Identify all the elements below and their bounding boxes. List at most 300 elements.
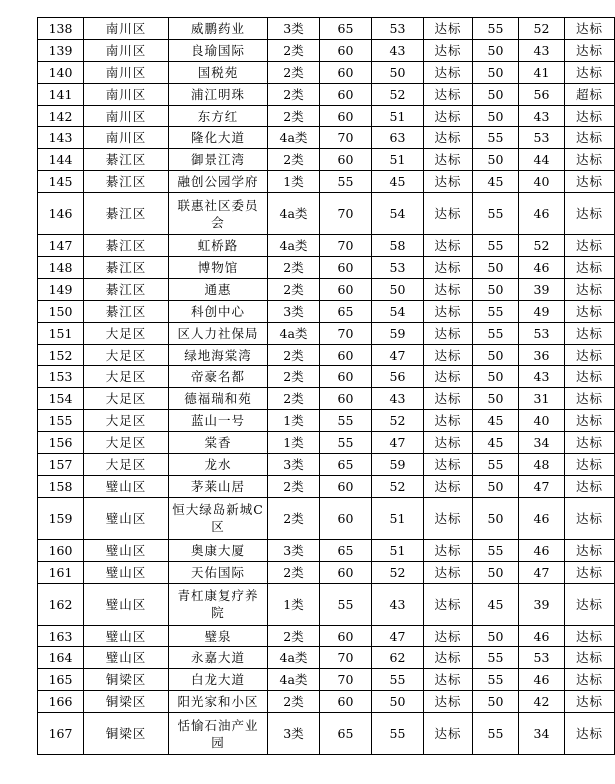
table-row xyxy=(38,257,615,279)
night-value-cell: 34 xyxy=(519,432,565,454)
day-limit-cell: 70 xyxy=(320,669,372,691)
row-number-cell: 149 xyxy=(38,278,84,300)
table-row xyxy=(38,625,615,647)
night-value-cell: 43 xyxy=(519,39,565,61)
table-row xyxy=(38,388,615,410)
district-cell: 大足区 xyxy=(84,432,169,454)
zone-class-cell: 4a类 xyxy=(268,647,320,669)
day-result-cell: 达标 xyxy=(424,235,473,257)
day-result-cell: 达标 xyxy=(424,344,473,366)
day-value-cell: 50 xyxy=(372,61,424,83)
night-limit-cell: 45 xyxy=(473,171,519,193)
night-value-cell: 47 xyxy=(519,475,565,497)
day-limit-cell: 70 xyxy=(320,322,372,344)
district-cell: 南川区 xyxy=(84,18,169,40)
row-number-cell: 165 xyxy=(38,669,84,691)
site-name-cell: 浦江明珠 xyxy=(169,83,268,105)
table-row xyxy=(38,497,615,539)
night-result-cell: 超标 xyxy=(565,83,615,105)
night-limit-cell: 50 xyxy=(473,83,519,105)
night-value-cell: 44 xyxy=(519,149,565,171)
day-limit-cell: 70 xyxy=(320,127,372,149)
site-name-cell: 青杠康复疗养院 xyxy=(169,583,268,625)
day-value-cell: 43 xyxy=(372,583,424,625)
day-result-cell: 达标 xyxy=(424,561,473,583)
table-row xyxy=(38,193,615,235)
row-number-cell: 161 xyxy=(38,561,84,583)
night-value-cell: 46 xyxy=(519,257,565,279)
day-result-cell: 达标 xyxy=(424,18,473,40)
table-row xyxy=(38,669,615,691)
zone-class-cell: 2类 xyxy=(268,105,320,127)
zone-class-cell: 2类 xyxy=(268,366,320,388)
table-row xyxy=(38,691,615,713)
table-row xyxy=(38,539,615,561)
night-limit-cell: 50 xyxy=(473,366,519,388)
site-name-cell: 帝豪名都 xyxy=(169,366,268,388)
night-value-cell: 46 xyxy=(519,625,565,647)
site-name-cell: 绿地海棠湾 xyxy=(169,344,268,366)
day-limit-cell: 60 xyxy=(320,61,372,83)
day-result-cell: 达标 xyxy=(424,257,473,279)
row-number-cell: 140 xyxy=(38,61,84,83)
district-cell: 南川区 xyxy=(84,83,169,105)
site-name-cell: 奥康大厦 xyxy=(169,539,268,561)
night-value-cell: 40 xyxy=(519,410,565,432)
day-limit-cell: 60 xyxy=(320,388,372,410)
night-result-cell: 达标 xyxy=(565,454,615,476)
zone-class-cell: 4a类 xyxy=(268,127,320,149)
night-limit-cell: 55 xyxy=(473,193,519,235)
table-row xyxy=(38,322,615,344)
day-limit-cell: 70 xyxy=(320,235,372,257)
day-result-cell: 达标 xyxy=(424,410,473,432)
night-limit-cell: 55 xyxy=(473,669,519,691)
site-name-cell: 棠香 xyxy=(169,432,268,454)
site-name-cell: 国税苑 xyxy=(169,61,268,83)
site-name-cell: 联惠社区委员会 xyxy=(169,193,268,235)
district-cell: 大足区 xyxy=(84,344,169,366)
zone-class-cell: 4a类 xyxy=(268,322,320,344)
district-cell: 綦江区 xyxy=(84,235,169,257)
night-limit-cell: 45 xyxy=(473,583,519,625)
day-result-cell: 达标 xyxy=(424,171,473,193)
day-result-cell: 达标 xyxy=(424,61,473,83)
district-cell: 南川区 xyxy=(84,127,169,149)
row-number-cell: 157 xyxy=(38,454,84,476)
district-cell: 南川区 xyxy=(84,61,169,83)
zone-class-cell: 2类 xyxy=(268,625,320,647)
day-limit-cell: 60 xyxy=(320,344,372,366)
day-value-cell: 51 xyxy=(372,149,424,171)
row-number-cell: 163 xyxy=(38,625,84,647)
site-name-cell: 蓝山一号 xyxy=(169,410,268,432)
day-limit-cell: 60 xyxy=(320,691,372,713)
zone-class-cell: 2类 xyxy=(268,388,320,410)
day-result-cell: 达标 xyxy=(424,497,473,539)
night-limit-cell: 55 xyxy=(473,322,519,344)
night-value-cell: 46 xyxy=(519,669,565,691)
day-result-cell: 达标 xyxy=(424,647,473,669)
night-result-cell: 达标 xyxy=(565,278,615,300)
zone-class-cell: 2类 xyxy=(268,497,320,539)
day-limit-cell: 60 xyxy=(320,278,372,300)
day-limit-cell: 60 xyxy=(320,625,372,647)
row-number-cell: 139 xyxy=(38,39,84,61)
day-limit-cell: 60 xyxy=(320,149,372,171)
day-result-cell: 达标 xyxy=(424,366,473,388)
table-row xyxy=(38,561,615,583)
night-value-cell: 53 xyxy=(519,647,565,669)
night-limit-cell: 50 xyxy=(473,278,519,300)
day-value-cell: 47 xyxy=(372,344,424,366)
zone-class-cell: 2类 xyxy=(268,149,320,171)
day-result-cell: 达标 xyxy=(424,713,473,755)
night-value-cell: 41 xyxy=(519,61,565,83)
day-limit-cell: 60 xyxy=(320,366,372,388)
day-result-cell: 达标 xyxy=(424,39,473,61)
district-cell: 铜梁区 xyxy=(84,713,169,755)
day-value-cell: 51 xyxy=(372,497,424,539)
day-result-cell: 达标 xyxy=(424,83,473,105)
district-cell: 璧山区 xyxy=(84,625,169,647)
noise-monitoring-table xyxy=(37,17,615,755)
day-value-cell: 59 xyxy=(372,322,424,344)
site-name-cell: 德福瑞和苑 xyxy=(169,388,268,410)
site-name-cell: 隆化大道 xyxy=(169,127,268,149)
row-number-cell: 150 xyxy=(38,300,84,322)
zone-class-cell: 2类 xyxy=(268,39,320,61)
night-result-cell: 达标 xyxy=(565,497,615,539)
day-value-cell: 51 xyxy=(372,539,424,561)
row-number-cell: 146 xyxy=(38,193,84,235)
table-row xyxy=(38,344,615,366)
district-cell: 大足区 xyxy=(84,410,169,432)
day-value-cell: 62 xyxy=(372,647,424,669)
night-value-cell: 52 xyxy=(519,18,565,40)
district-cell: 铜梁区 xyxy=(84,669,169,691)
day-value-cell: 53 xyxy=(372,257,424,279)
row-number-cell: 155 xyxy=(38,410,84,432)
row-number-cell: 153 xyxy=(38,366,84,388)
night-limit-cell: 50 xyxy=(473,475,519,497)
zone-class-cell: 4a类 xyxy=(268,193,320,235)
day-limit-cell: 60 xyxy=(320,257,372,279)
row-number-cell: 158 xyxy=(38,475,84,497)
district-cell: 璧山区 xyxy=(84,539,169,561)
night-result-cell: 达标 xyxy=(565,344,615,366)
day-value-cell: 59 xyxy=(372,454,424,476)
zone-class-cell: 2类 xyxy=(268,561,320,583)
zone-class-cell: 3类 xyxy=(268,300,320,322)
day-value-cell: 43 xyxy=(372,39,424,61)
site-name-cell: 博物馆 xyxy=(169,257,268,279)
district-cell: 璧山区 xyxy=(84,647,169,669)
row-number-cell: 154 xyxy=(38,388,84,410)
site-name-cell: 恬愉石油产业园 xyxy=(169,713,268,755)
day-value-cell: 43 xyxy=(372,388,424,410)
zone-class-cell: 2类 xyxy=(268,344,320,366)
table-row xyxy=(38,235,615,257)
district-cell: 大足区 xyxy=(84,388,169,410)
day-value-cell: 45 xyxy=(372,171,424,193)
day-result-cell: 达标 xyxy=(424,539,473,561)
zone-class-cell: 4a类 xyxy=(268,235,320,257)
site-name-cell: 科创中心 xyxy=(169,300,268,322)
day-result-cell: 达标 xyxy=(424,432,473,454)
day-limit-cell: 55 xyxy=(320,171,372,193)
row-number-cell: 162 xyxy=(38,583,84,625)
zone-class-cell: 3类 xyxy=(268,539,320,561)
site-name-cell: 通惠 xyxy=(169,278,268,300)
zone-class-cell: 2类 xyxy=(268,475,320,497)
site-name-cell: 东方红 xyxy=(169,105,268,127)
night-value-cell: 34 xyxy=(519,713,565,755)
day-result-cell: 达标 xyxy=(424,193,473,235)
day-value-cell: 55 xyxy=(372,669,424,691)
zone-class-cell: 3类 xyxy=(268,454,320,476)
table-row xyxy=(38,61,615,83)
day-limit-cell: 60 xyxy=(320,39,372,61)
table-row xyxy=(38,39,615,61)
monitoring-table-container xyxy=(37,17,603,755)
district-cell: 璧山区 xyxy=(84,497,169,539)
night-value-cell: 56 xyxy=(519,83,565,105)
night-result-cell: 达标 xyxy=(565,539,615,561)
day-limit-cell: 55 xyxy=(320,583,372,625)
day-value-cell: 53 xyxy=(372,18,424,40)
day-limit-cell: 65 xyxy=(320,300,372,322)
day-value-cell: 50 xyxy=(372,691,424,713)
day-result-cell: 达标 xyxy=(424,149,473,171)
row-number-cell: 148 xyxy=(38,257,84,279)
zone-class-cell: 1类 xyxy=(268,583,320,625)
night-result-cell: 达标 xyxy=(565,235,615,257)
day-value-cell: 47 xyxy=(372,625,424,647)
night-result-cell: 达标 xyxy=(565,171,615,193)
night-value-cell: 49 xyxy=(519,300,565,322)
site-name-cell: 天佑国际 xyxy=(169,561,268,583)
night-limit-cell: 55 xyxy=(473,647,519,669)
night-limit-cell: 55 xyxy=(473,18,519,40)
night-value-cell: 36 xyxy=(519,344,565,366)
day-value-cell: 54 xyxy=(372,300,424,322)
day-limit-cell: 60 xyxy=(320,105,372,127)
day-limit-cell: 70 xyxy=(320,647,372,669)
district-cell: 大足区 xyxy=(84,454,169,476)
table-row xyxy=(38,583,615,625)
table-row xyxy=(38,83,615,105)
zone-class-cell: 3类 xyxy=(268,18,320,40)
zone-class-cell: 2类 xyxy=(268,257,320,279)
night-value-cell: 43 xyxy=(519,366,565,388)
night-value-cell: 42 xyxy=(519,691,565,713)
night-value-cell: 43 xyxy=(519,105,565,127)
site-name-cell: 威鹏药业 xyxy=(169,18,268,40)
day-value-cell: 47 xyxy=(372,432,424,454)
night-limit-cell: 55 xyxy=(473,539,519,561)
night-limit-cell: 50 xyxy=(473,497,519,539)
site-name-cell: 璧泉 xyxy=(169,625,268,647)
site-name-cell: 阳光家和小区 xyxy=(169,691,268,713)
row-number-cell: 167 xyxy=(38,713,84,755)
table-row xyxy=(38,432,615,454)
district-cell: 大足区 xyxy=(84,366,169,388)
row-number-cell: 152 xyxy=(38,344,84,366)
night-limit-cell: 55 xyxy=(473,127,519,149)
site-name-cell: 白龙大道 xyxy=(169,669,268,691)
table-row xyxy=(38,647,615,669)
day-limit-cell: 60 xyxy=(320,83,372,105)
day-result-cell: 达标 xyxy=(424,583,473,625)
night-result-cell: 达标 xyxy=(565,691,615,713)
night-result-cell: 达标 xyxy=(565,149,615,171)
day-value-cell: 51 xyxy=(372,105,424,127)
table-row xyxy=(38,713,615,755)
night-value-cell: 46 xyxy=(519,193,565,235)
district-cell: 綦江区 xyxy=(84,300,169,322)
day-value-cell: 50 xyxy=(372,278,424,300)
table-row xyxy=(38,454,615,476)
day-result-cell: 达标 xyxy=(424,300,473,322)
site-name-cell: 龙水 xyxy=(169,454,268,476)
night-limit-cell: 50 xyxy=(473,257,519,279)
night-limit-cell: 55 xyxy=(473,713,519,755)
day-value-cell: 52 xyxy=(372,475,424,497)
night-result-cell: 达标 xyxy=(565,713,615,755)
zone-class-cell: 2类 xyxy=(268,83,320,105)
district-cell: 南川区 xyxy=(84,39,169,61)
zone-class-cell: 4a类 xyxy=(268,669,320,691)
night-value-cell: 53 xyxy=(519,127,565,149)
district-cell: 璧山区 xyxy=(84,475,169,497)
day-value-cell: 55 xyxy=(372,713,424,755)
night-result-cell: 达标 xyxy=(565,193,615,235)
night-result-cell: 达标 xyxy=(565,127,615,149)
district-cell: 铜梁区 xyxy=(84,691,169,713)
night-value-cell: 53 xyxy=(519,322,565,344)
zone-class-cell: 1类 xyxy=(268,432,320,454)
night-result-cell: 达标 xyxy=(565,39,615,61)
night-value-cell: 48 xyxy=(519,454,565,476)
night-limit-cell: 50 xyxy=(473,388,519,410)
night-result-cell: 达标 xyxy=(565,583,615,625)
row-number-cell: 159 xyxy=(38,497,84,539)
day-value-cell: 56 xyxy=(372,366,424,388)
row-number-cell: 147 xyxy=(38,235,84,257)
day-result-cell: 达标 xyxy=(424,475,473,497)
night-result-cell: 达标 xyxy=(565,322,615,344)
table-row xyxy=(38,475,615,497)
zone-class-cell: 2类 xyxy=(268,278,320,300)
night-value-cell: 40 xyxy=(519,171,565,193)
site-name-cell: 良瑜国际 xyxy=(169,39,268,61)
row-number-cell: 156 xyxy=(38,432,84,454)
night-result-cell: 达标 xyxy=(565,388,615,410)
night-limit-cell: 50 xyxy=(473,691,519,713)
night-limit-cell: 50 xyxy=(473,344,519,366)
night-result-cell: 达标 xyxy=(565,669,615,691)
row-number-cell: 144 xyxy=(38,149,84,171)
day-result-cell: 达标 xyxy=(424,127,473,149)
day-limit-cell: 65 xyxy=(320,539,372,561)
night-limit-cell: 50 xyxy=(473,561,519,583)
row-number-cell: 138 xyxy=(38,18,84,40)
night-result-cell: 达标 xyxy=(565,625,615,647)
day-value-cell: 54 xyxy=(372,193,424,235)
row-number-cell: 164 xyxy=(38,647,84,669)
night-result-cell: 达标 xyxy=(565,410,615,432)
row-number-cell: 143 xyxy=(38,127,84,149)
day-limit-cell: 60 xyxy=(320,497,372,539)
table-body xyxy=(38,18,615,755)
day-limit-cell: 70 xyxy=(320,193,372,235)
day-result-cell: 达标 xyxy=(424,625,473,647)
table-row xyxy=(38,300,615,322)
district-cell: 璧山区 xyxy=(84,583,169,625)
site-name-cell: 永嘉大道 xyxy=(169,647,268,669)
row-number-cell: 151 xyxy=(38,322,84,344)
table-row xyxy=(38,149,615,171)
night-limit-cell: 50 xyxy=(473,149,519,171)
district-cell: 璧山区 xyxy=(84,561,169,583)
night-result-cell: 达标 xyxy=(565,18,615,40)
night-result-cell: 达标 xyxy=(565,61,615,83)
day-value-cell: 52 xyxy=(372,561,424,583)
day-result-cell: 达标 xyxy=(424,691,473,713)
district-cell: 綦江区 xyxy=(84,278,169,300)
row-number-cell: 142 xyxy=(38,105,84,127)
night-limit-cell: 50 xyxy=(473,61,519,83)
night-limit-cell: 50 xyxy=(473,39,519,61)
site-name-cell: 茅莱山居 xyxy=(169,475,268,497)
site-name-cell: 区人力社保局 xyxy=(169,322,268,344)
zone-class-cell: 2类 xyxy=(268,691,320,713)
district-cell: 綦江区 xyxy=(84,149,169,171)
row-number-cell: 141 xyxy=(38,83,84,105)
day-limit-cell: 60 xyxy=(320,561,372,583)
night-limit-cell: 45 xyxy=(473,410,519,432)
district-cell: 綦江区 xyxy=(84,171,169,193)
district-cell: 大足区 xyxy=(84,322,169,344)
night-result-cell: 达标 xyxy=(565,300,615,322)
night-result-cell: 达标 xyxy=(565,432,615,454)
night-result-cell: 达标 xyxy=(565,475,615,497)
site-name-cell: 虹桥路 xyxy=(169,235,268,257)
day-result-cell: 达标 xyxy=(424,454,473,476)
night-value-cell: 46 xyxy=(519,497,565,539)
night-limit-cell: 55 xyxy=(473,235,519,257)
night-limit-cell: 55 xyxy=(473,454,519,476)
night-value-cell: 39 xyxy=(519,278,565,300)
day-limit-cell: 65 xyxy=(320,18,372,40)
zone-class-cell: 2类 xyxy=(268,61,320,83)
day-limit-cell: 60 xyxy=(320,475,372,497)
site-name-cell: 融创公园学府 xyxy=(169,171,268,193)
row-number-cell: 145 xyxy=(38,171,84,193)
night-limit-cell: 50 xyxy=(473,105,519,127)
table-row xyxy=(38,105,615,127)
row-number-cell: 166 xyxy=(38,691,84,713)
night-result-cell: 达标 xyxy=(565,257,615,279)
day-limit-cell: 65 xyxy=(320,713,372,755)
day-value-cell: 63 xyxy=(372,127,424,149)
day-result-cell: 达标 xyxy=(424,278,473,300)
row-number-cell: 160 xyxy=(38,539,84,561)
night-value-cell: 47 xyxy=(519,561,565,583)
day-result-cell: 达标 xyxy=(424,388,473,410)
table-row xyxy=(38,171,615,193)
